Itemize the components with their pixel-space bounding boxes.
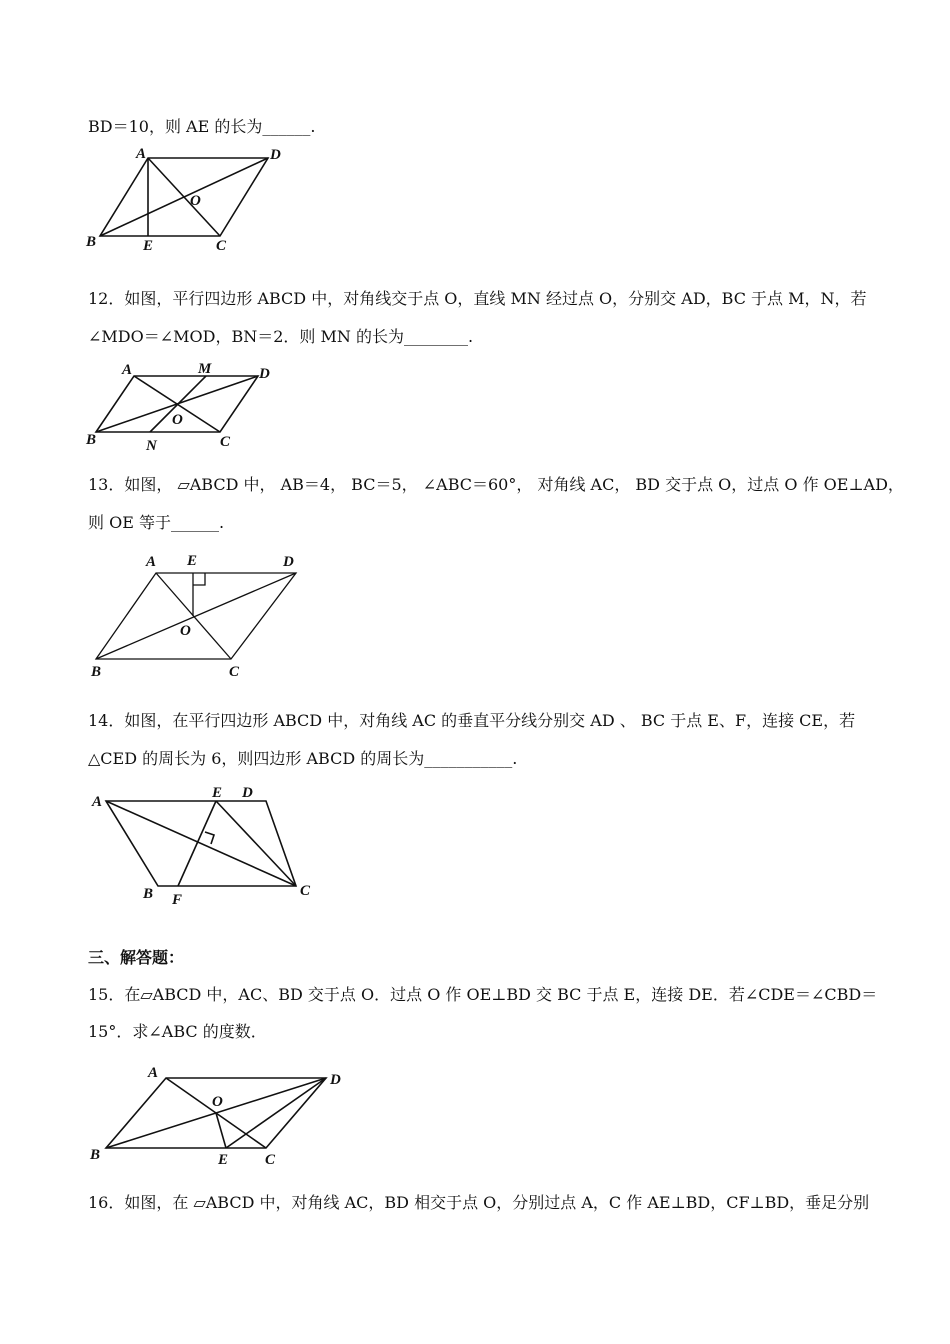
label-A: A [122, 362, 133, 378]
label-A: A [148, 1065, 159, 1081]
label-B: B [91, 664, 102, 680]
label-M: M [198, 361, 212, 377]
q15-line1: 15．在▱ABCD 中，AC、BD 交于点 O．过点 O 作 OE⊥BD 交 BC 于点 E，连接 DE．若∠CDE＝∠CBD＝ [88, 985, 878, 1004]
label-F: F [172, 892, 183, 908]
label-C: C [265, 1152, 276, 1168]
label-B: B [143, 886, 154, 902]
label-B: B [86, 234, 97, 250]
label-C: C [216, 238, 227, 254]
q16-line1: 16．如图，在 ▱ABCD 中，对角线 AC，BD 相交于点 O，分别过点 A，C 作 AE⊥BD，CF⊥BD，垂足分别 [88, 1193, 870, 1212]
q12-line1: 12．如图，平行四边形 ABCD 中，对角线交于点 O，直线 MN 经过点 O，分别交 AD，BC 于点 M，N，若 [88, 289, 867, 308]
label-B: B [90, 1147, 101, 1163]
label-C: C [220, 434, 231, 450]
label-E: E [187, 553, 198, 569]
q13-line2: 则 OE 等于______. [88, 513, 225, 532]
section-title: 三、解答题： [88, 948, 185, 967]
label-D: D [242, 785, 253, 801]
label-D: D [259, 366, 270, 382]
label-E: E [143, 238, 154, 254]
q15-line2: 15°．求∠ABC 的度数． [88, 1022, 267, 1041]
label-D: D [283, 554, 294, 570]
q13-line1: 13．如图， ▱ABCD 中， AB＝4， BC＝5， ∠ABC＝60°， 对角线 AC， BD 交于点 O，过点 O 作 OE⊥AD， [88, 475, 904, 494]
label-O: O [180, 623, 191, 639]
label-N: N [146, 438, 157, 454]
q11-line1: BD＝10，则 AE 的长为______. [88, 117, 316, 136]
label-C: C [300, 883, 311, 899]
figure-q12 [80, 356, 290, 456]
label-O: O [190, 193, 201, 209]
label-D: D [330, 1072, 341, 1088]
label-A: A [92, 794, 103, 810]
label-B: B [86, 432, 97, 448]
label-D: D [270, 147, 281, 163]
label-O: O [212, 1094, 223, 1110]
label-A: A [136, 146, 147, 162]
label-E: E [212, 785, 223, 801]
q14-line2: △CED 的周长为 6，则四边形 ABCD 的周长为___________. [88, 749, 518, 768]
figure-q15 [86, 1060, 356, 1175]
figure-q11 [80, 142, 300, 257]
q14-line1: 14．如图，在平行四边形 ABCD 中，对角线 AC 的垂直平分线分别交 AD 、 BC 于点 E、F，连接 CE，若 [88, 711, 856, 730]
label-C: C [229, 664, 240, 680]
figure-q13 [86, 548, 316, 682]
q12-line2: ∠MDO＝∠MOD，BN＝2．则 MN 的长为________. [88, 327, 474, 346]
label-O: O [172, 412, 183, 428]
label-A: A [146, 554, 157, 570]
figure-q14 [86, 780, 326, 910]
label-E: E [218, 1152, 229, 1168]
